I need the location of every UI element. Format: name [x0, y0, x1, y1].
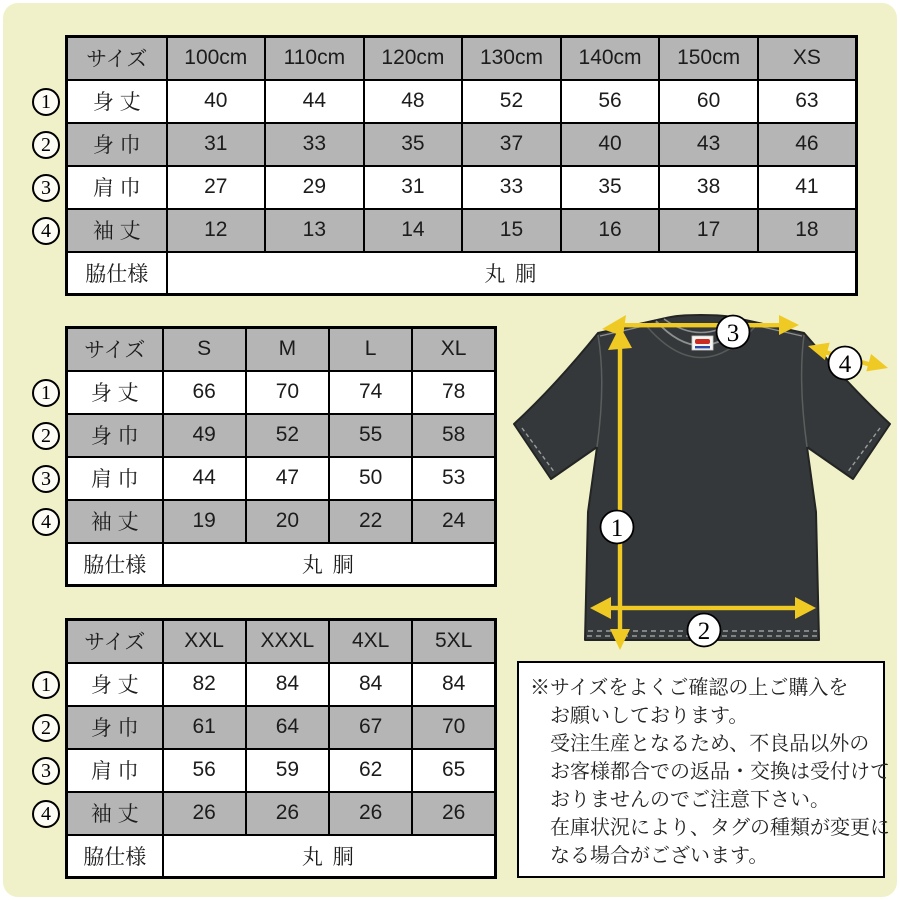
size-value-cell: 29	[265, 166, 364, 209]
size-value-cell: 70	[246, 371, 329, 414]
size-value-cell: 46	[758, 123, 857, 166]
row-label: 身 巾	[67, 123, 167, 166]
size-value-cell: 84	[329, 663, 412, 706]
size-value-cell: 84	[412, 663, 495, 706]
measure-number-circle-4: 4	[32, 508, 60, 536]
size-column-header: 140cm	[561, 37, 660, 80]
size-table-big	[65, 618, 497, 879]
size-column-header: XXXL	[246, 620, 329, 663]
size-value-cell: 63	[758, 80, 857, 123]
width-label: 2	[697, 618, 711, 645]
size-value-cell: 55	[329, 414, 412, 457]
row-label: 身 丈	[67, 663, 163, 706]
size-column-header: XXL	[163, 620, 246, 663]
size-value-cell: 61	[163, 706, 246, 749]
size-value-cell: 67	[329, 706, 412, 749]
size-value-cell: 47	[246, 457, 329, 500]
size-column-header: 110cm	[265, 37, 364, 80]
size-value-cell: 33	[265, 123, 364, 166]
notice-box	[517, 661, 890, 878]
measure-number-circle-4: 4	[32, 800, 60, 828]
size-value-cell: 26	[329, 792, 412, 835]
measure-number-circle-2: 2	[32, 131, 60, 159]
row-label: 身 丈	[67, 80, 167, 123]
size-value-cell: 31	[167, 123, 266, 166]
size-value-cell: 56	[163, 749, 246, 792]
measure-circles-big	[24, 618, 65, 879]
measure-number-circle-3: 3	[32, 465, 60, 493]
width-label-circle	[688, 614, 721, 647]
size-value-cell: 84	[246, 663, 329, 706]
size-value-cell: 58	[412, 414, 495, 457]
size-value-cell: 20	[246, 500, 329, 543]
footer-label: 脇仕様	[67, 835, 163, 878]
size-value-cell: 13	[265, 209, 364, 252]
row-label: 肩 巾	[67, 457, 163, 500]
size-value-cell: 35	[364, 123, 463, 166]
notice-line: お客様都合での返品・交換は受付けて	[550, 761, 890, 783]
size-value-cell: 60	[659, 80, 758, 123]
size-value-cell: 22	[329, 500, 412, 543]
shoulder-label: 3	[726, 320, 740, 347]
sleeve-label: 4	[838, 351, 852, 378]
size-table-kids-block	[24, 35, 858, 296]
size-value-cell: 52	[246, 414, 329, 457]
size-value-cell: 26	[246, 792, 329, 835]
size-value-cell: 38	[659, 166, 758, 209]
size-value-cell: 43	[659, 123, 758, 166]
row-label: 袖 丈	[67, 500, 163, 543]
size-column-header: XL	[412, 328, 495, 371]
size-value-cell: 59	[246, 749, 329, 792]
size-value-cell: 37	[462, 123, 561, 166]
size-value-cell: 70	[412, 706, 495, 749]
size-column-header: 120cm	[364, 37, 463, 80]
measure-number-circle-2: 2	[32, 714, 60, 742]
size-value-cell: 33	[462, 166, 561, 209]
size-value-cell: 31	[364, 166, 463, 209]
size-header-cell: サイズ	[67, 37, 167, 80]
measure-number-circle-2: 2	[32, 422, 60, 450]
size-column-header: 100cm	[167, 37, 266, 80]
size-value-cell: 35	[561, 166, 660, 209]
size-value-cell: 82	[163, 663, 246, 706]
size-column-header: 5XL	[412, 620, 495, 663]
size-value-cell: 78	[412, 371, 495, 414]
size-value-cell: 48	[364, 80, 463, 123]
size-value-cell: 16	[561, 209, 660, 252]
measure-number-circle-1: 1	[32, 379, 60, 407]
size-header-cell: サイズ	[67, 620, 163, 663]
size-value-cell: 53	[412, 457, 495, 500]
size-value-cell: 19	[163, 500, 246, 543]
size-value-cell: 15	[462, 209, 561, 252]
tshirt-diagram	[506, 312, 896, 658]
size-value-cell: 26	[412, 792, 495, 835]
size-value-cell: 12	[167, 209, 266, 252]
size-value-cell: 49	[163, 414, 246, 457]
length-label-circle	[601, 511, 634, 544]
size-value-cell: 44	[163, 457, 246, 500]
size-value-cell: 64	[246, 706, 329, 749]
size-value-cell: 24	[412, 500, 495, 543]
size-value-cell: 62	[329, 749, 412, 792]
measure-circles-kids	[24, 35, 65, 296]
size-value-cell: 40	[167, 80, 266, 123]
row-label: 身 巾	[67, 414, 163, 457]
length-label: 1	[610, 515, 624, 542]
notice-line: お願いしております。	[550, 705, 749, 727]
size-column-header: 130cm	[462, 37, 561, 80]
size-value-cell: 40	[561, 123, 660, 166]
size-table-adult-block	[24, 326, 497, 587]
size-column-header: L	[329, 328, 412, 371]
footer-label: 脇仕様	[67, 543, 163, 586]
size-value-cell: 17	[659, 209, 758, 252]
footer-value: 丸 胴	[163, 835, 496, 878]
size-header-cell: サイズ	[67, 328, 163, 371]
size-table-kids	[65, 35, 858, 296]
measure-number-circle-4: 4	[32, 217, 60, 245]
shoulder-label-circle	[717, 316, 750, 349]
row-label: 身 丈	[67, 371, 163, 414]
size-value-cell: 56	[561, 80, 660, 123]
size-column-header: 150cm	[659, 37, 758, 80]
size-value-cell: 66	[163, 371, 246, 414]
size-column-header: S	[163, 328, 246, 371]
size-value-cell: 50	[329, 457, 412, 500]
size-column-header: M	[246, 328, 329, 371]
brand-tag	[692, 336, 713, 350]
row-label: 袖 丈	[67, 792, 163, 835]
measure-circles-adult	[24, 326, 65, 587]
sleeve-label-circle	[829, 347, 862, 380]
notice-line: なる場合がございます。	[550, 845, 769, 867]
size-value-cell: 14	[364, 209, 463, 252]
size-value-cell: 74	[329, 371, 412, 414]
size-table-big-block	[24, 618, 497, 879]
size-table-adult	[65, 326, 497, 587]
size-value-cell: 26	[163, 792, 246, 835]
notice-line: おりませんのでご注意下さい。	[550, 789, 830, 811]
notice-line: 受注生産となるため、不良品以外の	[550, 733, 870, 755]
size-value-cell: 18	[758, 209, 857, 252]
notice-line: ※サイズをよくご確認の上ご購入を	[530, 677, 849, 699]
row-label: 肩 巾	[67, 166, 167, 209]
size-column-header: XS	[758, 37, 857, 80]
measure-number-circle-1: 1	[32, 88, 60, 116]
notice-line: 在庫状況により、タグの種類が変更に	[550, 817, 890, 839]
measure-number-circle-3: 3	[32, 757, 60, 785]
measure-number-circle-3: 3	[32, 174, 60, 202]
size-value-cell: 52	[462, 80, 561, 123]
size-value-cell: 41	[758, 166, 857, 209]
size-value-cell: 27	[167, 166, 266, 209]
row-label: 袖 丈	[67, 209, 167, 252]
size-value-cell: 44	[265, 80, 364, 123]
footer-label: 脇仕様	[67, 252, 167, 295]
size-value-cell: 65	[412, 749, 495, 792]
row-label: 肩 巾	[67, 749, 163, 792]
footer-value: 丸 胴	[163, 543, 496, 586]
size-column-header: 4XL	[329, 620, 412, 663]
footer-value: 丸 胴	[167, 252, 857, 295]
measure-number-circle-1: 1	[32, 671, 60, 699]
row-label: 身 巾	[67, 706, 163, 749]
